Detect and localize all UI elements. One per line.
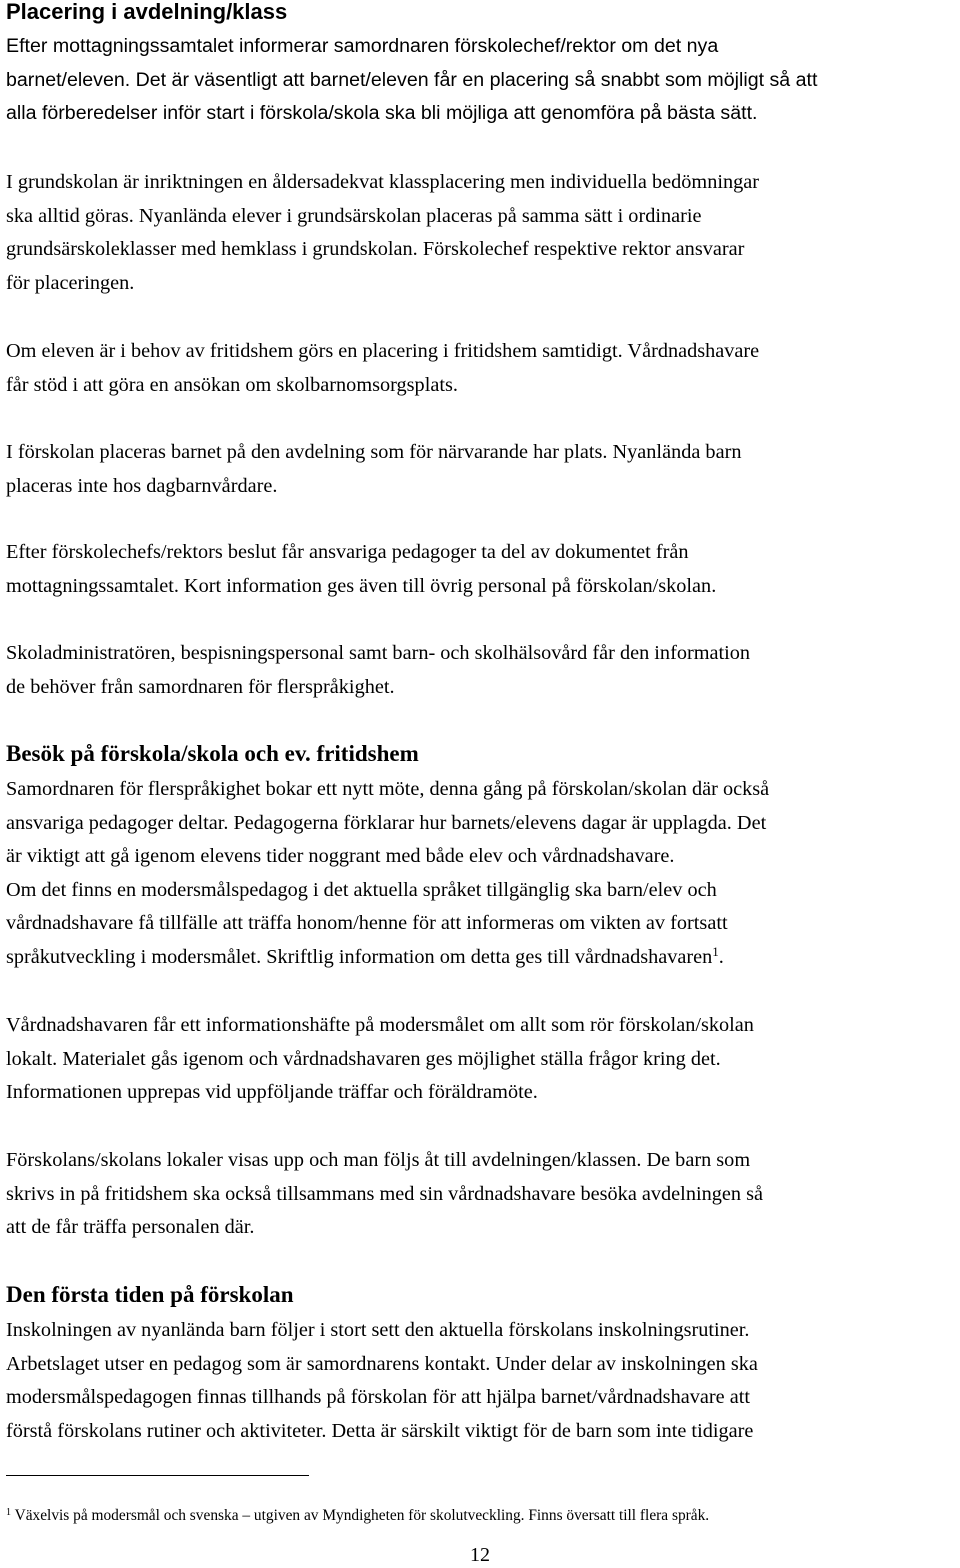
page-number: 12 — [470, 1544, 490, 1566]
text-line: är viktigt att gå igenom elevens tider noggrant med både elev och vårdnadshavare. — [6, 845, 675, 868]
text-line: Inskolningen av nyanlända barn följer i stort sett den aktuella förskolans inskolningsrutiner. — [6, 1319, 750, 1341]
footnote-number: 1 — [6, 1507, 11, 1519]
text-span: språkutveckling i modersmålet. Skriftlig information om detta ges till vårdnadshavaren — [6, 945, 713, 968]
text-line: Efter förskolechefs/rektors beslut får ansvariga pedagoger ta del av dokumentet från — [6, 541, 689, 563]
paragraph-skoladministrator — [6, 637, 956, 704]
text-line: Om det finns en modersmålspedagog i det aktuella språket tillgänglig ska barn/elev och — [6, 878, 717, 901]
paragraph-besok — [6, 773, 956, 975]
text-line: Samordnaren för flerspråkighet bokar ett nytt möte, denna gång på förskolan/skolan där också — [6, 778, 770, 800]
text-line: för placeringen. — [6, 271, 135, 294]
footnote-text: Växelvis på modersmål och svenska – utgiven av Myndigheten för skolutveckling. Finns översatt till flera språk. — [14, 1507, 710, 1525]
paragraph-fritidshem — [6, 335, 956, 402]
text-line — [6, 941, 956, 975]
heading-forsta-tiden: Den första tiden på förskolan — [6, 1282, 294, 1307]
text-span: . — [718, 945, 724, 968]
paragraph-beslut — [6, 536, 956, 603]
text-line: Om eleven är i behov av fritidshem görs en placering i fritidshem samtidigt. Vårdnadshavare — [6, 340, 760, 362]
text-line: placeras inte hos dagbarnvårdare. — [6, 474, 278, 497]
text-line: alla förberedelser inför start i förskola/skola ska bli möjliga att genomföra på bästa sätt. — [6, 102, 758, 124]
paragraph-forsta-tiden — [6, 1314, 956, 1448]
text-line: I grundskolan är inriktningen en åldersadekvat klassplacering men individuella bedömningar — [6, 171, 760, 193]
heading-besok: Besök på förskola/skola och ev. fritidshem — [6, 741, 419, 766]
text-line: Arbetslaget utser en pedagog som är samordnarens kontakt. Under delar av inskolningen ska — [6, 1352, 758, 1375]
text-line: I förskolan placeras barnet på den avdelning som för närvarande har plats. Nyanlända barn — [6, 441, 742, 463]
text-line: Vårdnadshavaren får ett informationshäfte på modersmålet om allt som rör förskolan/skolan — [6, 1014, 754, 1036]
footnote-divider — [6, 1475, 309, 1476]
text-line: att de får träffa personalen där. — [6, 1216, 255, 1239]
text-line: får stöd i att göra en ansökan om skolbarnomsorgsplats. — [6, 373, 458, 396]
footnote-reference[interactable]: 1 — [712, 943, 719, 959]
paragraph-intro — [6, 30, 956, 131]
text-line: ska alltid göras. Nyanlända elever i grundsärskolan placeras på samma sätt i ordinarie — [6, 204, 702, 227]
text-line: mottagningssamtalet. Kort information ges även till övrig personal på förskolan/skolan. — [6, 574, 717, 597]
text-line: vårdnadshavare få tillfälle att träffa honom/henne för att informeras om vikten av fortsatt — [6, 912, 728, 935]
text-line: grundsärskoleklasser med hemklass i grundskolan. Förskolechef respektive rektor ansvarar — [6, 238, 745, 261]
paragraph-informationshafte — [6, 1009, 956, 1110]
text-line: förstå förskolans rutiner och aktiviteter. Detta är särskilt viktigt för de barn som inte tidigare — [6, 1419, 754, 1442]
text-line: skrivs in på fritidshem ska också tillsammans med sin vårdnadshavare besöka avdelningen så — [6, 1182, 763, 1205]
paragraph-lokaler — [6, 1144, 956, 1245]
text-line: Informationen upprepas vid uppföljande träffar och föräldramöte. — [6, 1081, 538, 1104]
text-line: Skoladministratören, bespisningspersonal samt barn- och skolhälsovård får den information — [6, 642, 751, 664]
text-line: Förskolans/skolans lokaler visas upp och man följs åt till avdelningen/klassen. De barn som — [6, 1149, 751, 1171]
text-line: de behöver från samordnaren för flerspråkighet. — [6, 675, 395, 698]
text-line: lokalt. Materialet gås igenom och vårdnadshavaren ges möjlighet ställa frågor kring det. — [6, 1047, 721, 1070]
heading-placering: Placering i avdelning/klass — [6, 0, 288, 24]
paragraph-forskolan — [6, 436, 956, 503]
text-line: modersmålspedagogen finnas tillhands på förskolan för att hjälpa barnet/vårdnadshavare att — [6, 1386, 750, 1409]
paragraph-grundskolan — [6, 166, 956, 300]
text-line: barnet/eleven. Det är väsentligt att barnet/eleven får en placering så snabbt som möjligt så att — [6, 68, 818, 91]
text-line: Efter mottagningssamtalet informerar samordnaren förskolechef/rektor om det nya — [6, 35, 719, 57]
text-line: ansvariga pedagoger deltar. Pedagogerna förklarar hur barnets/elevens dagar är upplagda. Det — [6, 811, 767, 834]
footnote — [6, 1506, 709, 1526]
